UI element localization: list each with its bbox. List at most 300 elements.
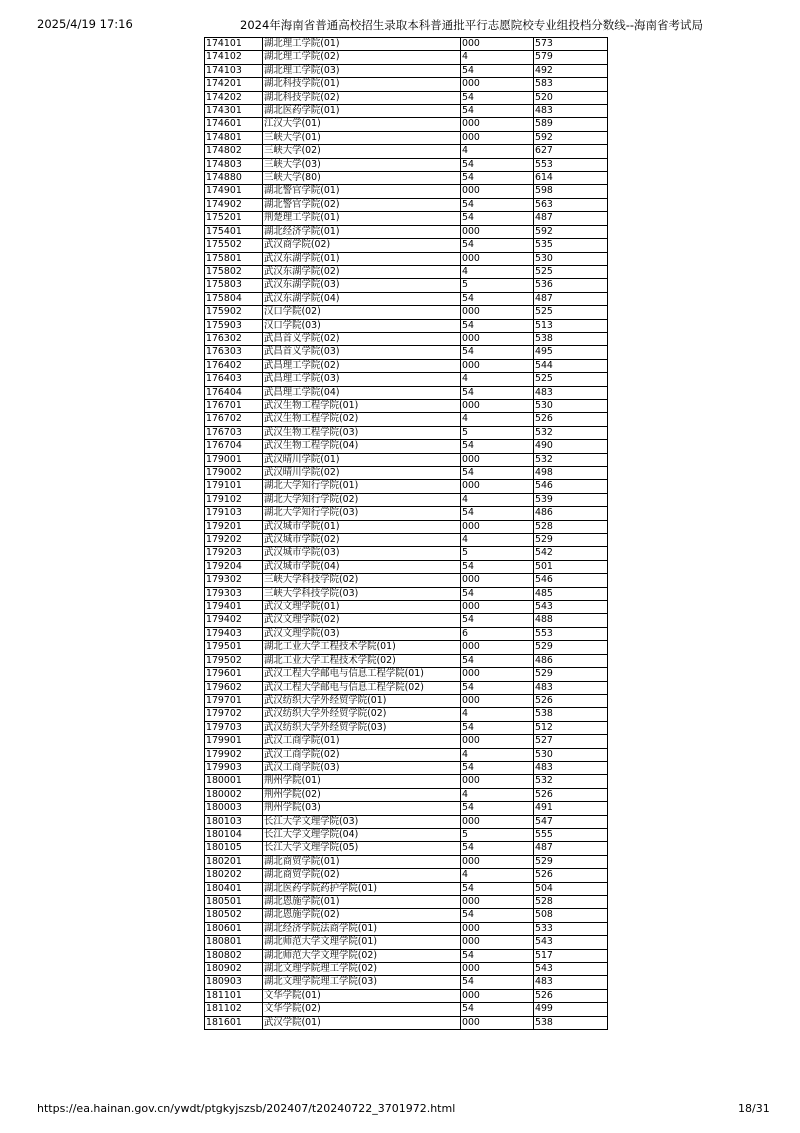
group-name-cell: 荆州学院(01)	[263, 775, 461, 788]
group-name-cell: 湖北经济学院(01)	[263, 225, 461, 238]
subject-requirement-cell: 54	[461, 64, 534, 77]
min-score-cell: 483	[534, 105, 608, 118]
table-row	[205, 145, 608, 158]
table-row	[205, 547, 608, 560]
group-code-cell: 179403	[205, 627, 263, 640]
table-row	[205, 493, 608, 506]
min-score-cell: 532	[534, 426, 608, 439]
group-code-cell: 174202	[205, 91, 263, 104]
table-row	[205, 922, 608, 935]
group-code-cell: 174803	[205, 158, 263, 171]
subject-requirement-cell: 4	[461, 708, 534, 721]
subject-requirement-cell: 54	[461, 91, 534, 104]
group-code-cell: 180002	[205, 788, 263, 801]
table-row	[205, 306, 608, 319]
group-code-cell: 179502	[205, 654, 263, 667]
group-code-cell: 174103	[205, 64, 263, 77]
min-score-cell: 488	[534, 614, 608, 627]
group-code-cell: 175401	[205, 225, 263, 238]
subject-requirement-cell: 54	[461, 212, 534, 225]
table-row	[205, 158, 608, 171]
subject-requirement-cell: 54	[461, 560, 534, 573]
subject-requirement-cell: 54	[461, 467, 534, 480]
min-score-cell: 538	[534, 332, 608, 345]
group-code-cell: 181102	[205, 1003, 263, 1016]
page-number: 18/31	[738, 1102, 770, 1115]
group-code-cell: 180401	[205, 882, 263, 895]
group-name-cell: 武汉东湖学院(03)	[263, 279, 461, 292]
table-row	[205, 668, 608, 681]
group-code-cell: 175801	[205, 252, 263, 265]
min-score-cell: 544	[534, 359, 608, 372]
group-code-cell: 176703	[205, 426, 263, 439]
group-name-cell: 武汉城市学院(02)	[263, 534, 461, 547]
group-code-cell: 180201	[205, 855, 263, 868]
subject-requirement-cell: 000	[461, 252, 534, 265]
min-score-cell: 490	[534, 440, 608, 453]
group-code-cell: 176701	[205, 399, 263, 412]
group-name-cell: 武昌首义学院(03)	[263, 346, 461, 359]
group-name-cell: 湖北理工学院(02)	[263, 51, 461, 64]
subject-requirement-cell: 54	[461, 105, 534, 118]
group-code-cell: 174601	[205, 118, 263, 131]
group-code-cell: 176404	[205, 386, 263, 399]
group-name-cell: 武汉纺织大学外经贸学院(02)	[263, 708, 461, 721]
group-name-cell: 湖北工业大学工程技术学院(02)	[263, 654, 461, 667]
group-code-cell: 176303	[205, 346, 263, 359]
group-name-cell: 武汉晴川学院(02)	[263, 467, 461, 480]
subject-requirement-cell: 4	[461, 51, 534, 64]
group-name-cell: 江汉大学(01)	[263, 118, 461, 131]
table-row	[205, 359, 608, 372]
table-row	[205, 574, 608, 587]
min-score-cell: 487	[534, 292, 608, 305]
group-name-cell: 武汉生物工程学院(02)	[263, 413, 461, 426]
subject-requirement-cell: 000	[461, 668, 534, 681]
group-name-cell: 武汉生物工程学院(01)	[263, 399, 461, 412]
group-name-cell: 武汉晴川学院(01)	[263, 453, 461, 466]
group-code-cell: 174102	[205, 51, 263, 64]
table-row	[205, 748, 608, 761]
print-datetime: 2025/4/19 17:16	[37, 17, 133, 31]
subject-requirement-cell: 54	[461, 386, 534, 399]
table-row	[205, 386, 608, 399]
min-score-cell: 495	[534, 346, 608, 359]
group-code-cell: 180501	[205, 896, 263, 909]
table-row	[205, 426, 608, 439]
group-name-cell: 三峡大学科技学院(02)	[263, 574, 461, 587]
group-name-cell: 武汉城市学院(03)	[263, 547, 461, 560]
subject-requirement-cell: 000	[461, 694, 534, 707]
group-code-cell: 179002	[205, 467, 263, 480]
group-code-cell: 179303	[205, 587, 263, 600]
min-score-cell: 530	[534, 748, 608, 761]
subject-requirement-cell: 000	[461, 936, 534, 949]
min-score-cell: 627	[534, 145, 608, 158]
min-score-cell: 543	[534, 936, 608, 949]
group-name-cell: 湖北警官学院(01)	[263, 185, 461, 198]
table-row	[205, 601, 608, 614]
group-code-cell: 179302	[205, 574, 263, 587]
group-name-cell: 武汉东湖学院(02)	[263, 265, 461, 278]
subject-requirement-cell: 54	[461, 292, 534, 305]
subject-requirement-cell: 000	[461, 185, 534, 198]
min-score-cell: 614	[534, 172, 608, 185]
min-score-cell: 529	[534, 668, 608, 681]
subject-requirement-cell: 54	[461, 842, 534, 855]
group-name-cell: 湖北大学知行学院(03)	[263, 507, 461, 520]
table-row	[205, 292, 608, 305]
table-row	[205, 252, 608, 265]
group-name-cell: 湖北医药学院(01)	[263, 105, 461, 118]
table-row	[205, 681, 608, 694]
table-row	[205, 1003, 608, 1016]
group-code-cell: 175802	[205, 265, 263, 278]
group-name-cell: 武汉纺织大学外经贸学院(03)	[263, 721, 461, 734]
group-name-cell: 三峡大学科技学院(03)	[263, 587, 461, 600]
subject-requirement-cell: 000	[461, 118, 534, 131]
group-name-cell: 湖北理工学院(01)	[263, 38, 461, 51]
table-row	[205, 467, 608, 480]
group-name-cell: 三峡大学(02)	[263, 145, 461, 158]
table-row	[205, 976, 608, 989]
group-name-cell: 湖北商贸学院(01)	[263, 855, 461, 868]
subject-requirement-cell: 000	[461, 332, 534, 345]
min-score-cell: 598	[534, 185, 608, 198]
group-name-cell: 长江大学文理学院(05)	[263, 842, 461, 855]
group-name-cell: 荆州学院(03)	[263, 802, 461, 815]
group-name-cell: 湖北理工学院(03)	[263, 64, 461, 77]
subject-requirement-cell: 000	[461, 131, 534, 144]
min-score-cell: 543	[534, 601, 608, 614]
table-row	[205, 694, 608, 707]
group-name-cell: 武汉工程大学邮电与信息工程学院(01)	[263, 668, 461, 681]
subject-requirement-cell: 000	[461, 989, 534, 1002]
min-score-cell: 579	[534, 51, 608, 64]
group-name-cell: 荆州学院(02)	[263, 788, 461, 801]
table-row	[205, 413, 608, 426]
subject-requirement-cell: 000	[461, 38, 534, 51]
min-score-cell: 528	[534, 520, 608, 533]
group-code-cell: 180202	[205, 869, 263, 882]
group-code-cell: 176402	[205, 359, 263, 372]
min-score-cell: 492	[534, 64, 608, 77]
group-name-cell: 湖北文理学院理工学院(03)	[263, 976, 461, 989]
group-name-cell: 武汉工程大学邮电与信息工程学院(02)	[263, 681, 461, 694]
group-name-cell: 文华学院(01)	[263, 989, 461, 1002]
min-score-cell: 532	[534, 775, 608, 788]
min-score-cell: 555	[534, 828, 608, 841]
subject-requirement-cell: 5	[461, 426, 534, 439]
min-score-cell: 573	[534, 38, 608, 51]
table-row	[205, 654, 608, 667]
min-score-cell: 543	[534, 963, 608, 976]
table-row	[205, 802, 608, 815]
subject-requirement-cell: 5	[461, 547, 534, 560]
table-row	[205, 882, 608, 895]
group-code-cell: 179702	[205, 708, 263, 721]
group-code-cell: 180003	[205, 802, 263, 815]
group-name-cell: 湖北科技学院(02)	[263, 91, 461, 104]
min-score-cell: 532	[534, 453, 608, 466]
min-score-cell: 486	[534, 654, 608, 667]
table-row	[205, 373, 608, 386]
group-code-cell: 180903	[205, 976, 263, 989]
subject-requirement-cell: 4	[461, 748, 534, 761]
group-code-cell: 179102	[205, 493, 263, 506]
group-code-cell: 175903	[205, 319, 263, 332]
table-row	[205, 1016, 608, 1029]
group-code-cell: 179901	[205, 735, 263, 748]
subject-requirement-cell: 5	[461, 828, 534, 841]
group-code-cell: 180104	[205, 828, 263, 841]
min-score-cell: 547	[534, 815, 608, 828]
table-row	[205, 332, 608, 345]
subject-requirement-cell: 6	[461, 627, 534, 640]
min-score-cell: 525	[534, 373, 608, 386]
group-code-cell: 174201	[205, 78, 263, 91]
subject-requirement-cell: 000	[461, 480, 534, 493]
table-row	[205, 963, 608, 976]
subject-requirement-cell: 000	[461, 855, 534, 868]
group-code-cell: 179103	[205, 507, 263, 520]
min-score-cell: 487	[534, 842, 608, 855]
group-code-cell: 176403	[205, 373, 263, 386]
group-code-cell: 181601	[205, 1016, 263, 1029]
table-row	[205, 91, 608, 104]
subject-requirement-cell: 000	[461, 896, 534, 909]
min-score-cell: 485	[534, 587, 608, 600]
min-score-cell: 528	[534, 896, 608, 909]
table-row	[205, 627, 608, 640]
table-row	[205, 265, 608, 278]
min-score-cell: 526	[534, 869, 608, 882]
table-row	[205, 198, 608, 211]
subject-requirement-cell: 000	[461, 922, 534, 935]
table-row	[205, 480, 608, 493]
table-row	[205, 131, 608, 144]
min-score-cell: 589	[534, 118, 608, 131]
subject-requirement-cell: 4	[461, 145, 534, 158]
table-row	[205, 587, 608, 600]
table-row	[205, 520, 608, 533]
subject-requirement-cell: 4	[461, 373, 534, 386]
subject-requirement-cell: 4	[461, 869, 534, 882]
group-name-cell: 长江大学文理学院(03)	[263, 815, 461, 828]
group-code-cell: 179101	[205, 480, 263, 493]
group-name-cell: 湖北警官学院(02)	[263, 198, 461, 211]
min-score-cell: 538	[534, 708, 608, 721]
group-name-cell: 湖北科技学院(01)	[263, 78, 461, 91]
source-url: https://ea.hainan.gov.cn/ywdt/ptgkyjszsb/202407/t20240722_3701972.html	[37, 1102, 456, 1115]
min-score-cell: 508	[534, 909, 608, 922]
group-code-cell: 180902	[205, 963, 263, 976]
group-name-cell: 湖北经济学院法商学院(01)	[263, 922, 461, 935]
min-score-cell: 542	[534, 547, 608, 560]
subject-requirement-cell: 5	[461, 279, 534, 292]
group-code-cell: 179402	[205, 614, 263, 627]
table-row	[205, 775, 608, 788]
page-title: 2024年海南省普通高校招生录取本科普通批平行志愿院校专业组投档分数线--海南省考试局	[240, 18, 704, 32]
group-code-cell: 179201	[205, 520, 263, 533]
table-row	[205, 909, 608, 922]
table-row	[205, 815, 608, 828]
group-name-cell: 武汉文理学院(01)	[263, 601, 461, 614]
min-score-cell: 529	[534, 534, 608, 547]
subject-requirement-cell: 000	[461, 641, 534, 654]
min-score-cell: 483	[534, 681, 608, 694]
group-name-cell: 武汉学院(01)	[263, 1016, 461, 1029]
group-name-cell: 湖北师范大学文理学院(02)	[263, 949, 461, 962]
group-name-cell: 武汉工商学院(02)	[263, 748, 461, 761]
table-row	[205, 440, 608, 453]
table-row	[205, 239, 608, 252]
group-name-cell: 湖北恩施学院(01)	[263, 896, 461, 909]
subject-requirement-cell: 54	[461, 158, 534, 171]
min-score-cell: 517	[534, 949, 608, 962]
group-code-cell: 180001	[205, 775, 263, 788]
min-score-cell: 525	[534, 265, 608, 278]
subject-requirement-cell: 54	[461, 802, 534, 815]
group-name-cell: 湖北文理学院理工学院(02)	[263, 963, 461, 976]
min-score-cell: 499	[534, 1003, 608, 1016]
group-code-cell: 179501	[205, 641, 263, 654]
table-row	[205, 105, 608, 118]
subject-requirement-cell: 54	[461, 949, 534, 962]
min-score-cell: 512	[534, 721, 608, 734]
subject-requirement-cell: 54	[461, 761, 534, 774]
group-code-cell: 179703	[205, 721, 263, 734]
subject-requirement-cell: 000	[461, 225, 534, 238]
group-name-cell: 长江大学文理学院(04)	[263, 828, 461, 841]
group-name-cell: 湖北恩施学院(02)	[263, 909, 461, 922]
group-code-cell: 179204	[205, 560, 263, 573]
group-name-cell: 武汉生物工程学院(04)	[263, 440, 461, 453]
table-row	[205, 788, 608, 801]
group-name-cell: 武汉纺织大学外经贸学院(01)	[263, 694, 461, 707]
subject-requirement-cell: 54	[461, 681, 534, 694]
table-row	[205, 453, 608, 466]
min-score-cell: 529	[534, 641, 608, 654]
min-score-cell: 546	[534, 574, 608, 587]
subject-requirement-cell: 54	[461, 346, 534, 359]
table-row	[205, 869, 608, 882]
group-code-cell: 180601	[205, 922, 263, 935]
subject-requirement-cell: 000	[461, 78, 534, 91]
group-code-cell: 175902	[205, 306, 263, 319]
group-name-cell: 武汉东湖学院(01)	[263, 252, 461, 265]
group-code-cell: 175804	[205, 292, 263, 305]
subject-requirement-cell: 54	[461, 976, 534, 989]
table-row	[205, 78, 608, 91]
group-name-cell: 汉口学院(02)	[263, 306, 461, 319]
table-row	[205, 507, 608, 520]
table-row	[205, 172, 608, 185]
min-score-cell: 498	[534, 467, 608, 480]
subject-requirement-cell: 54	[461, 1003, 534, 1016]
group-code-cell: 174802	[205, 145, 263, 158]
group-code-cell: 180801	[205, 936, 263, 949]
table-row	[205, 708, 608, 721]
min-score-cell: 483	[534, 976, 608, 989]
min-score-cell: 526	[534, 788, 608, 801]
subject-requirement-cell: 000	[461, 399, 534, 412]
group-name-cell: 湖北大学知行学院(02)	[263, 493, 461, 506]
table-row	[205, 855, 608, 868]
group-name-cell: 武汉工商学院(01)	[263, 735, 461, 748]
min-score-cell: 530	[534, 399, 608, 412]
group-code-cell: 174101	[205, 38, 263, 51]
group-name-cell: 武昌理工学院(02)	[263, 359, 461, 372]
table-row	[205, 346, 608, 359]
subject-requirement-cell: 54	[461, 909, 534, 922]
min-score-cell: 491	[534, 802, 608, 815]
group-code-cell: 180103	[205, 815, 263, 828]
subject-requirement-cell: 4	[461, 534, 534, 547]
table-row	[205, 399, 608, 412]
min-score-cell: 487	[534, 212, 608, 225]
group-name-cell: 武昌理工学院(03)	[263, 373, 461, 386]
subject-requirement-cell: 54	[461, 654, 534, 667]
table-row	[205, 641, 608, 654]
group-name-cell: 武汉生物工程学院(03)	[263, 426, 461, 439]
min-score-cell: 504	[534, 882, 608, 895]
group-name-cell: 武汉城市学院(01)	[263, 520, 461, 533]
group-code-cell: 180105	[205, 842, 263, 855]
table-row	[205, 118, 608, 131]
group-code-cell: 176702	[205, 413, 263, 426]
table-row	[205, 279, 608, 292]
subject-requirement-cell: 4	[461, 413, 534, 426]
group-code-cell: 174801	[205, 131, 263, 144]
table-row	[205, 828, 608, 841]
min-score-cell: 563	[534, 198, 608, 211]
subject-requirement-cell: 000	[461, 574, 534, 587]
admission-score-table	[204, 37, 608, 1030]
subject-requirement-cell: 4	[461, 265, 534, 278]
min-score-cell: 501	[534, 560, 608, 573]
min-score-cell: 483	[534, 761, 608, 774]
group-code-cell: 175201	[205, 212, 263, 225]
table-row	[205, 51, 608, 64]
table-row	[205, 319, 608, 332]
group-name-cell: 湖北大学知行学院(01)	[263, 480, 461, 493]
group-name-cell: 汉口学院(03)	[263, 319, 461, 332]
table-row	[205, 896, 608, 909]
group-name-cell: 三峡大学(03)	[263, 158, 461, 171]
table-row	[205, 936, 608, 949]
group-code-cell: 179902	[205, 748, 263, 761]
group-name-cell: 武汉文理学院(03)	[263, 627, 461, 640]
table-row	[205, 989, 608, 1002]
min-score-cell: 526	[534, 413, 608, 426]
group-code-cell: 176302	[205, 332, 263, 345]
group-name-cell: 荆楚理工学院(01)	[263, 212, 461, 225]
group-name-cell: 湖北工业大学工程技术学院(01)	[263, 641, 461, 654]
group-code-cell: 175803	[205, 279, 263, 292]
subject-requirement-cell: 4	[461, 788, 534, 801]
table-row	[205, 185, 608, 198]
subject-requirement-cell: 000	[461, 601, 534, 614]
subject-requirement-cell: 000	[461, 520, 534, 533]
group-code-cell: 179202	[205, 534, 263, 547]
min-score-cell: 592	[534, 131, 608, 144]
min-score-cell: 529	[534, 855, 608, 868]
group-name-cell: 武汉文理学院(02)	[263, 614, 461, 627]
subject-requirement-cell: 000	[461, 306, 534, 319]
group-code-cell: 181101	[205, 989, 263, 1002]
subject-requirement-cell: 54	[461, 319, 534, 332]
